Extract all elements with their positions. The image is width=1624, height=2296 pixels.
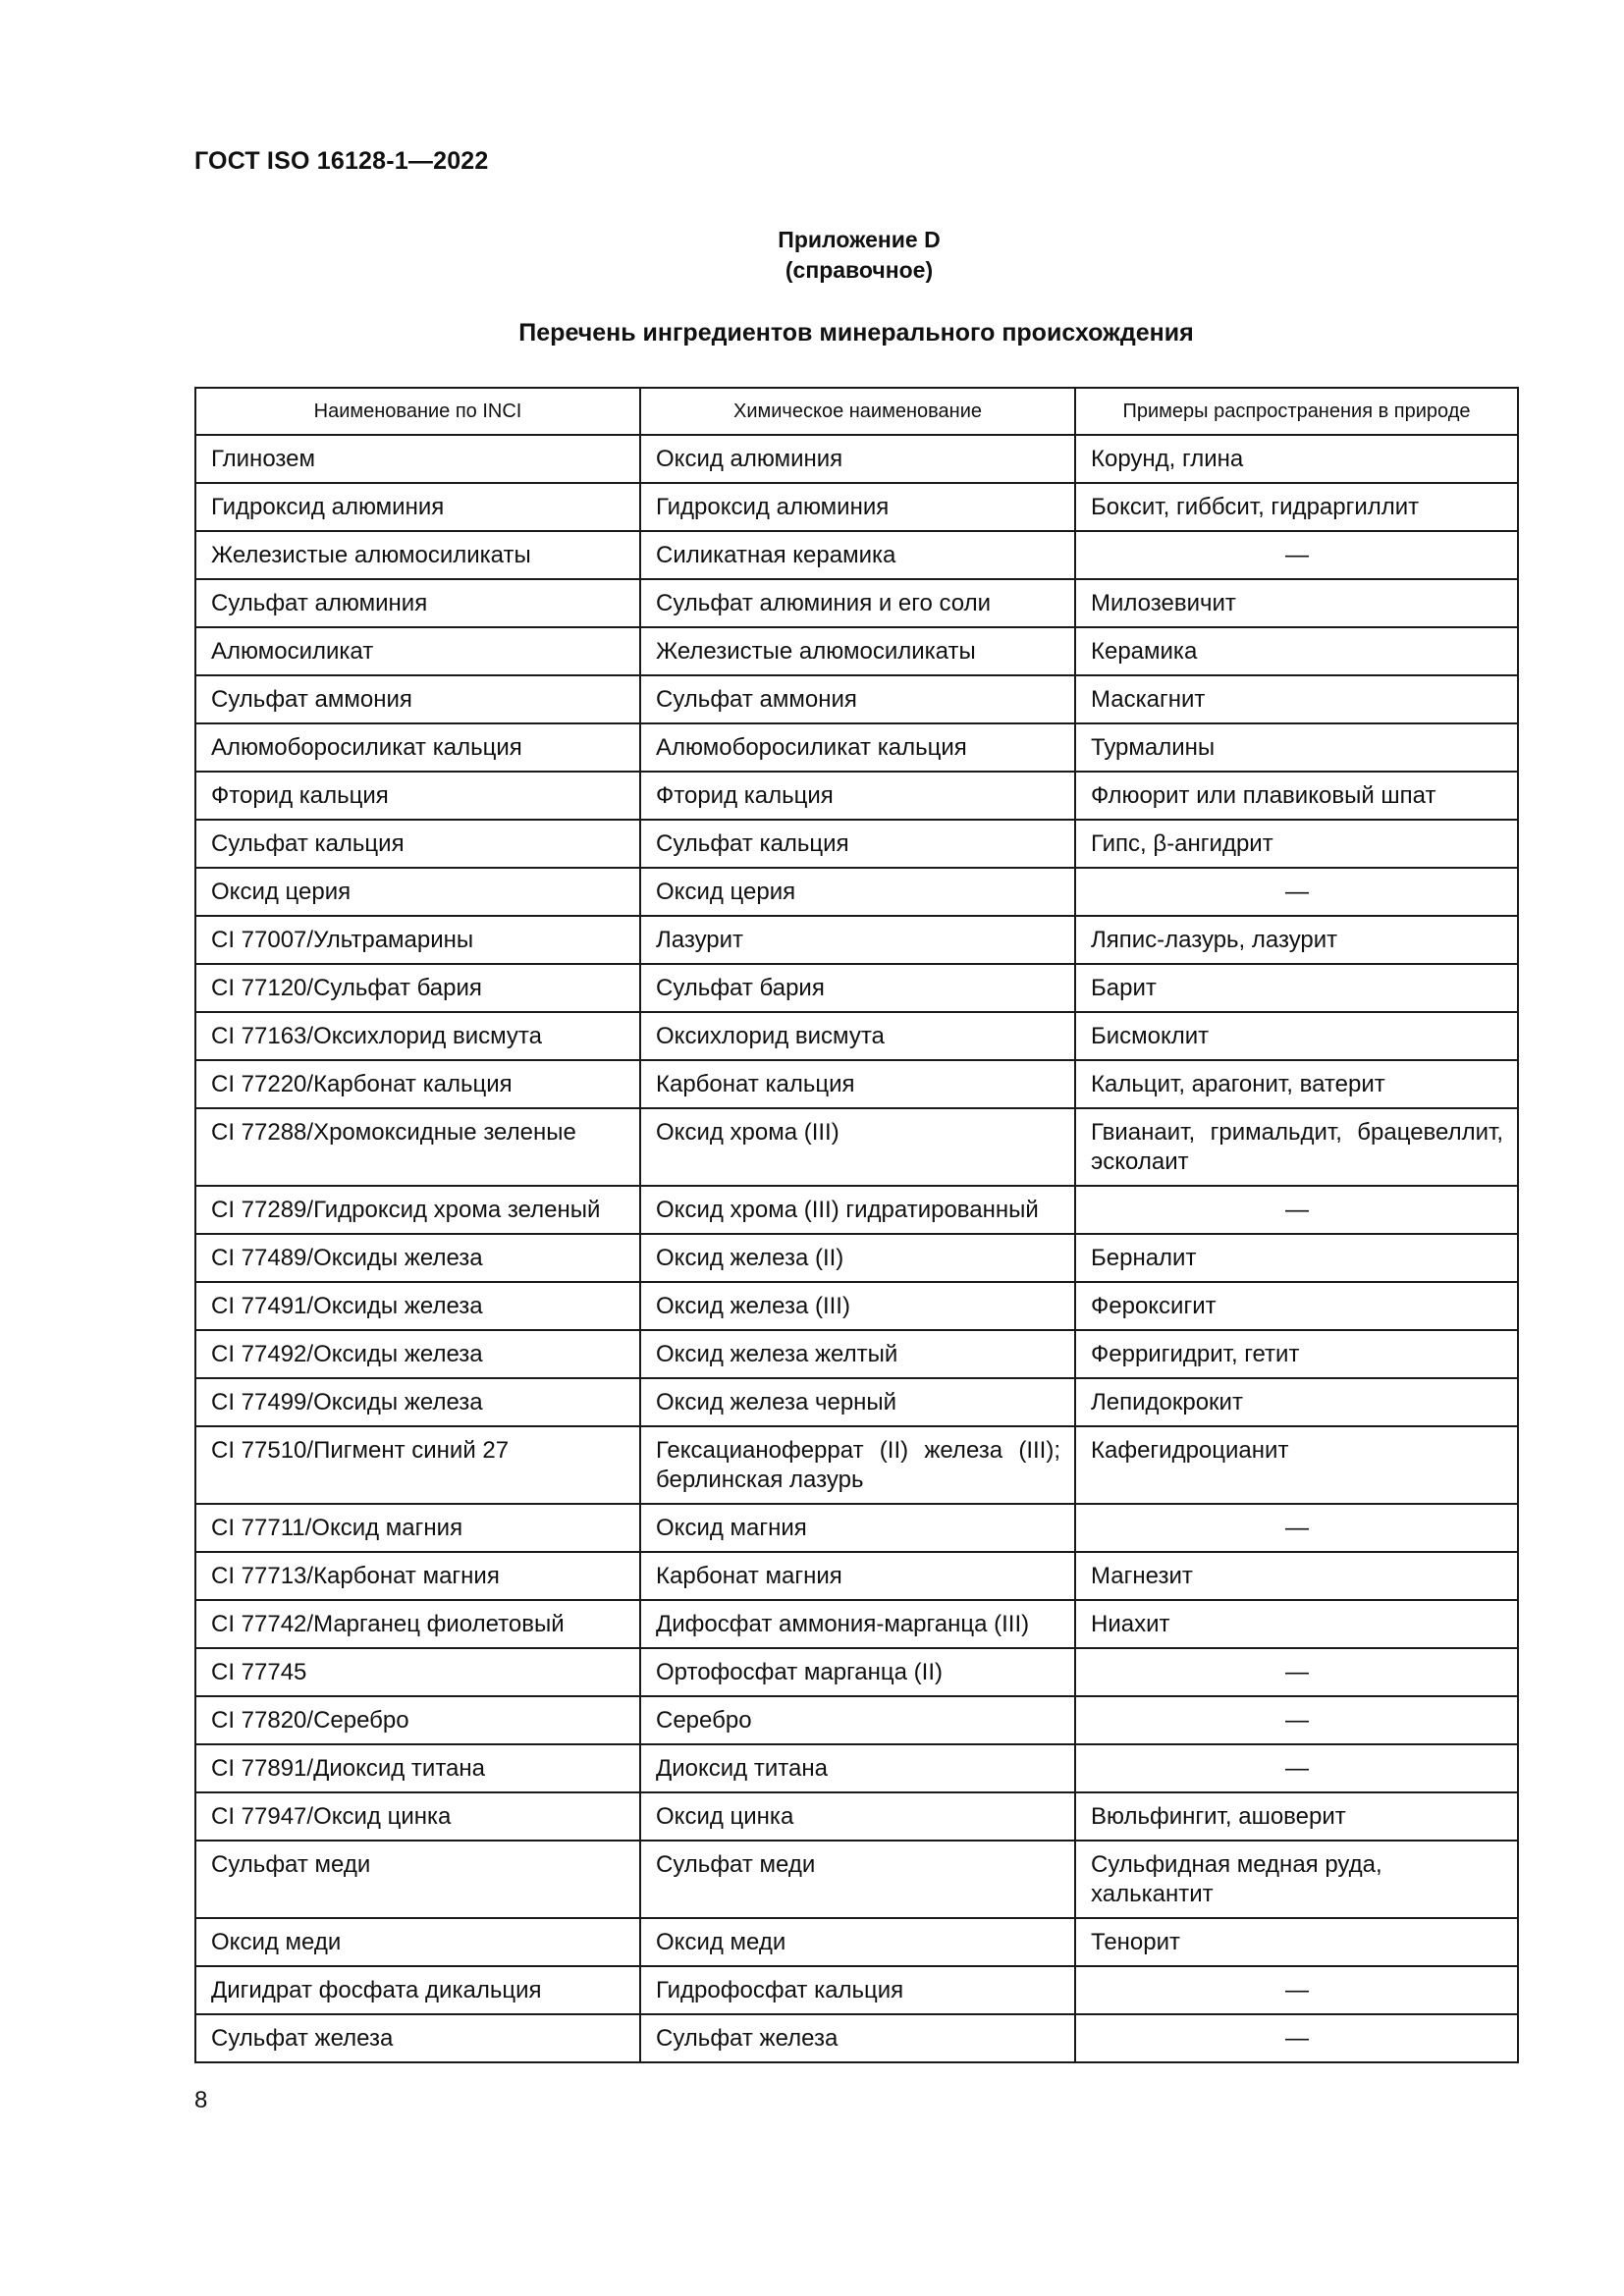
chemical-name-cell: Серебро [640, 1696, 1075, 1744]
chemical-name-cell: Оксид магния [640, 1504, 1075, 1552]
natural-occurrence-cell: Тенорит [1075, 1918, 1518, 1966]
inci-name-cell: CI 77713/Карбонат магния [195, 1552, 640, 1600]
column-header-chemical-name: Химическое наименование [640, 388, 1075, 435]
chemical-name-cell: Сульфат железа [640, 2014, 1075, 2062]
inci-name-cell: CI 77120/Сульфат бария [195, 964, 640, 1012]
natural-occurrence-cell: — [1075, 1744, 1518, 1792]
natural-occurrence-cell: — [1075, 1696, 1518, 1744]
chemical-name-cell: Силикатная керамика [640, 531, 1075, 579]
inci-name-cell: CI 77745 [195, 1648, 640, 1696]
natural-occurrence-cell: — [1075, 2014, 1518, 2062]
chemical-name-cell: Сульфат бария [640, 964, 1075, 1012]
table-row [195, 675, 1518, 723]
chemical-name-cell: Оксид церия [640, 868, 1075, 916]
natural-occurrence-cell: Ляпис-лазурь, лазурит [1075, 916, 1518, 964]
chemical-name-cell: Гидроксид алюминия [640, 483, 1075, 531]
natural-occurrence-cell: Бисмоклит [1075, 1012, 1518, 1060]
natural-occurrence-cell: Ферригидрит, гетит [1075, 1330, 1518, 1378]
chemical-name-cell: Оксид железа черный [640, 1378, 1075, 1426]
inci-name-cell: CI 77491/Оксиды железа [195, 1282, 640, 1330]
natural-occurrence-cell: — [1075, 1966, 1518, 2014]
natural-occurrence-cell: Сульфидная медная руда, халькантит [1075, 1841, 1518, 1918]
table-row [195, 723, 1518, 772]
natural-occurrence-cell: Маскагнит [1075, 675, 1518, 723]
table-row [195, 627, 1518, 675]
table-row [195, 1792, 1518, 1841]
inci-name-cell: Алюмосиликат [195, 627, 640, 675]
table-row [195, 1186, 1518, 1234]
table-title [0, 319, 1624, 347]
natural-occurrence-cell: Фероксигит [1075, 1282, 1518, 1330]
ingredients-table [194, 387, 1519, 2063]
natural-occurrence-cell: Турмалины [1075, 723, 1518, 772]
chemical-name-cell: Оксид железа желтый [640, 1330, 1075, 1378]
chemical-name-cell: Оксид цинка [640, 1792, 1075, 1841]
table-row [195, 1552, 1518, 1600]
natural-occurrence-cell: Флюорит или плавиковый шпат [1075, 772, 1518, 820]
inci-name-cell: CI 77007/Ультрамарины [195, 916, 640, 964]
table-row [195, 1108, 1518, 1186]
inci-name-cell: Сульфат аммония [195, 675, 640, 723]
table-header-row [195, 388, 1518, 435]
table-row [195, 483, 1518, 531]
inci-name-cell: CI 77947/Оксид цинка [195, 1792, 640, 1841]
inci-name-cell: CI 77711/Оксид магния [195, 1504, 640, 1552]
natural-occurrence-cell: Милозевичит [1075, 579, 1518, 627]
natural-occurrence-cell: — [1075, 1504, 1518, 1552]
inci-name-cell: CI 77492/Оксиды железа [195, 1330, 640, 1378]
table-title-text: Перечень ингредиентов минерального происхождения [518, 319, 1194, 347]
inci-name-cell: CI 77489/Оксиды железа [195, 1234, 640, 1282]
inci-name-cell: Гидроксид алюминия [195, 483, 640, 531]
chemical-name-cell: Оксид меди [640, 1918, 1075, 1966]
table-row [195, 1744, 1518, 1792]
chemical-name-cell: Сульфат алюминия и его соли [640, 579, 1075, 627]
table-row [195, 772, 1518, 820]
inci-name-cell: Сульфат алюминия [195, 579, 640, 627]
inci-name-cell: Фторид кальция [195, 772, 640, 820]
chemical-name-cell: Сульфат кальция [640, 820, 1075, 868]
chemical-name-cell: Оксихлорид висмута [640, 1012, 1075, 1060]
column-header-inci-name: Наименование по INCI [195, 388, 640, 435]
chemical-name-cell: Карбонат кальция [640, 1060, 1075, 1108]
chemical-name-cell: Оксид железа (III) [640, 1282, 1075, 1330]
table-row [195, 868, 1518, 916]
table-row [195, 1966, 1518, 2014]
appendix-title: Приложение D [778, 227, 941, 252]
inci-name-cell: Оксид меди [195, 1918, 640, 1966]
chemical-name-cell: Оксид железа (II) [640, 1234, 1075, 1282]
document-code: ГОСТ ISO 16128-1—2022 [194, 147, 489, 175]
inci-name-cell: Дигидрат фосфата дикальция [195, 1966, 640, 2014]
natural-occurrence-cell: — [1075, 1648, 1518, 1696]
natural-occurrence-cell: Вюльфингит, ашоверит [1075, 1792, 1518, 1841]
chemical-name-cell: Железистые алюмосиликаты [640, 627, 1075, 675]
appendix-heading [0, 225, 1624, 286]
table-row [195, 1600, 1518, 1648]
table-row [195, 1234, 1518, 1282]
inci-name-cell: Сульфат меди [195, 1841, 640, 1918]
natural-occurrence-cell: — [1075, 1186, 1518, 1234]
table-row [195, 964, 1518, 1012]
table-row [195, 1060, 1518, 1108]
natural-occurrence-cell: Корунд, глина [1075, 435, 1518, 483]
inci-name-cell: CI 77288/Хромоксидные зеленые [195, 1108, 640, 1186]
chemical-name-cell: Оксид алюминия [640, 435, 1075, 483]
chemical-name-cell: Гексацианоферрат (II) железа (III); берлинская лазурь [640, 1426, 1075, 1504]
column-header-natural-occurrence: Примеры распространения в природе [1075, 388, 1518, 435]
inci-name-cell: CI 77891/Диоксид титана [195, 1744, 640, 1792]
appendix-subtitle: (справочное) [785, 257, 934, 283]
table-row [195, 1330, 1518, 1378]
table-row [195, 2014, 1518, 2062]
table-row [195, 435, 1518, 483]
table-row [195, 1282, 1518, 1330]
natural-occurrence-cell: Боксит, гиббсит, гидраргиллит [1075, 483, 1518, 531]
table-row [195, 1012, 1518, 1060]
natural-occurrence-cell: Ниахит [1075, 1600, 1518, 1648]
natural-occurrence-cell: — [1075, 531, 1518, 579]
chemical-name-cell: Гидрофосфат кальция [640, 1966, 1075, 2014]
table-row [195, 820, 1518, 868]
page-number: 8 [194, 2087, 208, 2113]
table-row [195, 1841, 1518, 1918]
inci-name-cell: CI 77289/Гидроксид хрома зеленый [195, 1186, 640, 1234]
chemical-name-cell: Алюмоборосиликат кальция [640, 723, 1075, 772]
natural-occurrence-cell: Керамика [1075, 627, 1518, 675]
inci-name-cell: Сульфат железа [195, 2014, 640, 2062]
inci-name-cell: Железистые алюмосиликаты [195, 531, 640, 579]
table-row [195, 1696, 1518, 1744]
inci-name-cell: CI 77499/Оксиды железа [195, 1378, 640, 1426]
inci-name-cell: Алюмоборосиликат кальция [195, 723, 640, 772]
chemical-name-cell: Сульфат аммония [640, 675, 1075, 723]
chemical-name-cell: Ортофосфат марганца (II) [640, 1648, 1075, 1696]
natural-occurrence-cell: Лепидокрокит [1075, 1378, 1518, 1426]
chemical-name-cell: Лазурит [640, 916, 1075, 964]
natural-occurrence-cell: Гвианаит, гримальдит, брацевеллит, эсколаит [1075, 1108, 1518, 1186]
chemical-name-cell: Диоксид титана [640, 1744, 1075, 1792]
inci-name-cell: CI 77163/Оксихлорид висмута [195, 1012, 640, 1060]
inci-name-cell: CI 77742/Марганец фиолетовый [195, 1600, 640, 1648]
table-row [195, 531, 1518, 579]
table-row [195, 916, 1518, 964]
chemical-name-cell: Сульфат меди [640, 1841, 1075, 1918]
inci-name-cell: CI 77220/Карбонат кальция [195, 1060, 640, 1108]
chemical-name-cell: Оксид хрома (III) [640, 1108, 1075, 1186]
inci-name-cell: Оксид церия [195, 868, 640, 916]
natural-occurrence-cell: — [1075, 868, 1518, 916]
natural-occurrence-cell: Барит [1075, 964, 1518, 1012]
table-row [195, 579, 1518, 627]
chemical-name-cell: Фторид кальция [640, 772, 1075, 820]
inci-name-cell: CI 77510/Пигмент синий 27 [195, 1426, 640, 1504]
chemical-name-cell: Дифосфат аммония-марганца (III) [640, 1600, 1075, 1648]
table-row [195, 1918, 1518, 1966]
natural-occurrence-cell: Берналит [1075, 1234, 1518, 1282]
natural-occurrence-cell: Магнезит [1075, 1552, 1518, 1600]
table-row [195, 1504, 1518, 1552]
natural-occurrence-cell: Кафегидроцианит [1075, 1426, 1518, 1504]
natural-occurrence-cell: Кальцит, арагонит, ватерит [1075, 1060, 1518, 1108]
natural-occurrence-cell: Гипс, β-ангидрит [1075, 820, 1518, 868]
table-row [195, 1378, 1518, 1426]
table-row [195, 1648, 1518, 1696]
inci-name-cell: CI 77820/Серебро [195, 1696, 640, 1744]
chemical-name-cell: Оксид хрома (III) гидратированный [640, 1186, 1075, 1234]
chemical-name-cell: Карбонат магния [640, 1552, 1075, 1600]
inci-name-cell: Сульфат кальция [195, 820, 640, 868]
inci-name-cell: Глинозем [195, 435, 640, 483]
table-row [195, 1426, 1518, 1504]
